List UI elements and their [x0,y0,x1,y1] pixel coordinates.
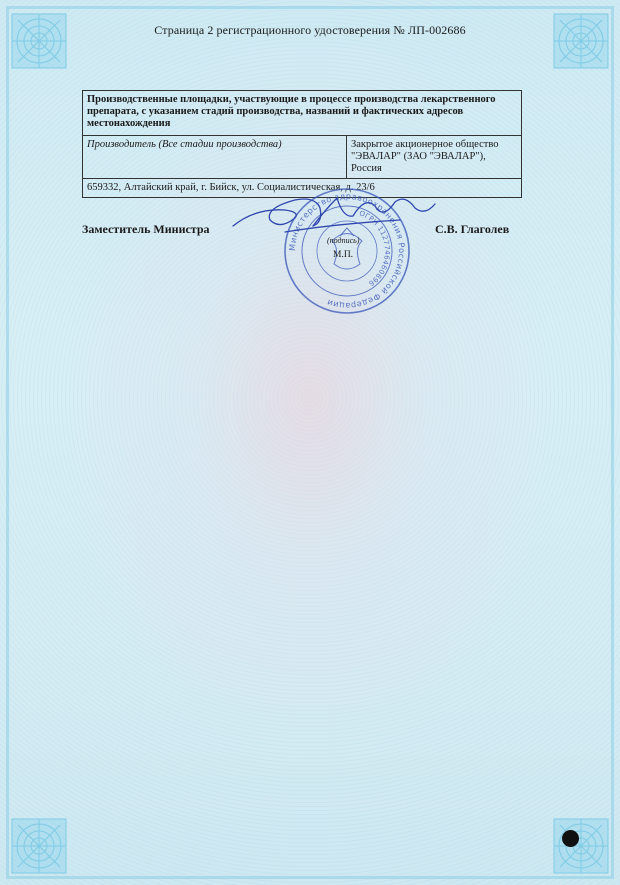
signatory-position: Заместитель Министра [82,222,210,236]
company-line-1: Закрытое акционерное общество [351,139,499,150]
corner-ornament-bottom-left [8,815,70,877]
page-title: Страница 2 регистрационного удостоверения № ЛП-002686 [154,23,466,37]
company-line-2: "ЭВАЛАР" (ЗАО "ЭВАЛАР"), Россия [351,151,486,174]
production-sites-table [82,90,522,198]
stamp-inner-text: ОГРН 1127746460896 [358,209,392,288]
table-caption: Производственные площадки, участвующие в процессе производства лекарственного препарата, с указанием стадий производства, названий и фактических адресов местонахождения [83,91,522,136]
signatory-name: С.В. Глаголев [435,222,510,236]
address-cell: 659332, Алтайский край, г. Бийск, ул. Социалистическая, д. 23/6 [83,179,522,198]
stamp-outer-text: Министерство здравоохранения Российской Федерации [286,190,408,312]
corner-ornament-bottom-right [550,815,612,877]
manufacturer-role-cell: Производитель (Все стадии производства) [83,136,347,179]
corner-ornament-top-right [550,10,612,72]
seal-placeholder-label: М.П. [333,250,354,260]
corner-ornament-top-left [8,10,70,72]
punch-hole-dot [562,830,579,847]
manufacturer-name-cell [347,136,522,179]
signature-caption: (подпись) [327,236,360,245]
